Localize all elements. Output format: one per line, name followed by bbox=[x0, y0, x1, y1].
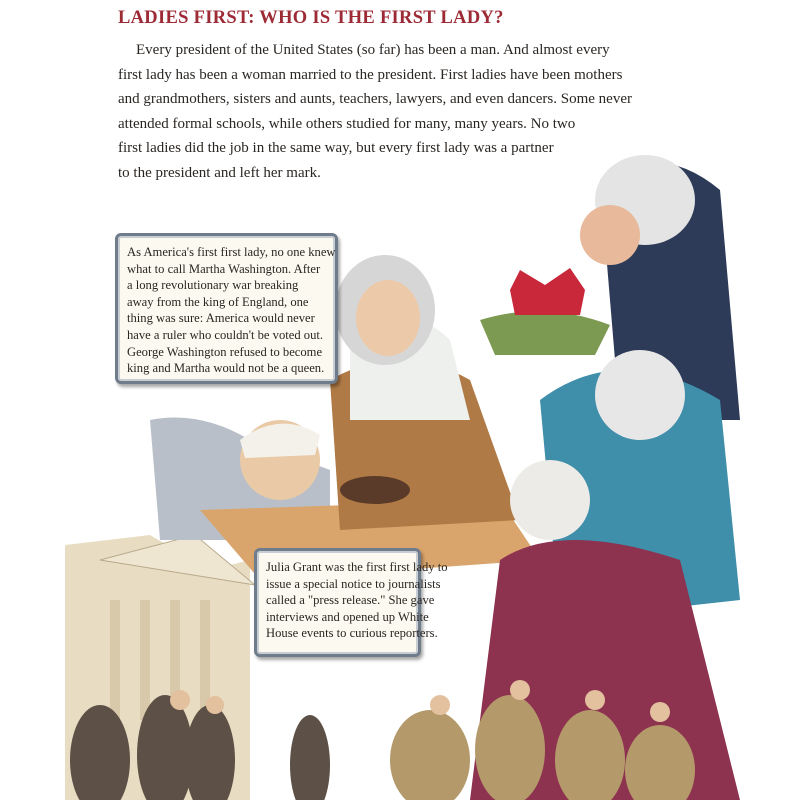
intro-line: first ladies did the job in the same way, but every first lady was a partner bbox=[118, 140, 554, 157]
callout-line: As America's first first lady, no one knew bbox=[127, 245, 336, 259]
callout-line: what to call Martha Washington. After bbox=[127, 261, 321, 276]
callout-julia-grant bbox=[254, 548, 448, 657]
callout-line: George Washington refused to become bbox=[127, 344, 323, 359]
callout-line: king and Martha would not be a queen. bbox=[127, 361, 325, 376]
callout-line: thing was sure: America would never bbox=[127, 311, 315, 326]
callout-line: Julia Grant was the first first lady to bbox=[266, 560, 448, 574]
intro-line: attended formal schools, while others studied for many, many years. No two bbox=[118, 115, 576, 132]
callout-line: away from the king of England, one bbox=[127, 294, 309, 309]
callout-line: a long revolutionary war breaking bbox=[127, 278, 299, 293]
bowl bbox=[340, 476, 410, 504]
callout-line: interviews and opened up White bbox=[266, 609, 429, 624]
callout-line: called a "press release." She gave bbox=[266, 593, 435, 608]
callout-line: have a ruler who couldn't be voted out. bbox=[127, 327, 324, 342]
intro-line: to the president and left her mark. bbox=[118, 164, 321, 181]
intro-paragraph bbox=[118, 38, 632, 186]
crown bbox=[510, 268, 585, 315]
callout-martha-washington bbox=[115, 233, 338, 384]
page-heading: LADIES FIRST: WHO IS THE FIRST LADY? bbox=[118, 8, 504, 28]
intro-line: Every president of the United States (so far) has been a man. And almost every bbox=[136, 42, 610, 58]
cushion bbox=[480, 311, 610, 355]
intro-line: and grandmothers, sisters and aunts, teachers, lawyers, and even dancers. Some never bbox=[118, 91, 632, 108]
callout-line: House events to curious reporters. bbox=[266, 626, 438, 641]
intro-line: first lady has been a woman married to the president. First ladies have been mothers bbox=[118, 66, 623, 83]
callout-line: issue a special notice to journalists bbox=[266, 576, 441, 591]
